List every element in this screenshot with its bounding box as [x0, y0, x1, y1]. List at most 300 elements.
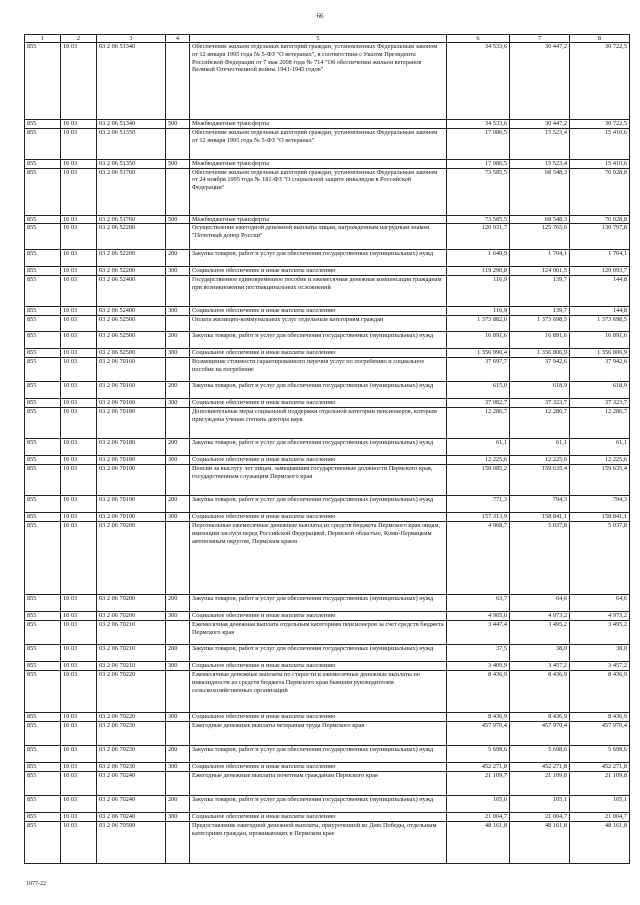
cell-ministry: 855 [25, 621, 61, 645]
cell-section: 10 03 [61, 465, 97, 496]
cell-amount-col6: 105,0 [447, 796, 510, 813]
cell-amount-col6: 37 697,7 [447, 358, 510, 382]
cell-section: 10 03 [61, 513, 97, 522]
cell-ministry: 855 [25, 224, 61, 250]
cell-section: 10 03 [61, 267, 97, 276]
cell-amount-col7: 48 161,8 [510, 822, 570, 864]
cell-ministry: 855 [25, 267, 61, 276]
cell-amount-col6: 5 698,6 [447, 746, 510, 763]
cell-amount-col7: 139,7 [510, 276, 570, 307]
cell-amount-col8: 15 410,6 [570, 159, 630, 168]
cell-amount-col8: 3 457,2 [570, 662, 630, 671]
cell-amount-col8: 64,6 [570, 595, 630, 612]
cell-amount-col8: 12 225,6 [570, 456, 630, 465]
cell-section: 10 03 [61, 522, 97, 595]
cell-amount-col6: 4 968,7 [447, 522, 510, 595]
cell-amount-col7: 4 973,2 [510, 612, 570, 621]
cell-section: 10 03 [61, 382, 97, 399]
table-row [25, 522, 630, 595]
table-row [25, 612, 630, 621]
cell-amount-col6: 3 447,4 [447, 621, 510, 645]
cell-expense-type: 200 [166, 746, 190, 763]
cell-ministry: 855 [25, 43, 61, 120]
cell-section: 10 03 [61, 307, 97, 316]
cell-description: Закупка товаров, работ и услуг для обеспечения государственных (муниципальных) нужд [190, 796, 447, 813]
cell-target-article: 03 2 06 52400 [97, 276, 166, 307]
column-header: 1 [25, 35, 61, 43]
cell-amount-col6: 37,5 [447, 645, 510, 662]
cell-amount-col8: 5 037,8 [570, 522, 630, 595]
cell-target-article: 03 2 06 52200 [97, 224, 166, 250]
cell-expense-type: 200 [166, 250, 190, 267]
cell-section: 10 03 [61, 215, 97, 224]
cell-expense-type [166, 408, 190, 439]
cell-expense-type: 300 [166, 763, 190, 772]
cell-amount-col6: 16 891,6 [447, 332, 510, 349]
cell-amount-col8: 37 942,6 [570, 358, 630, 382]
cell-amount-col8: 105,1 [570, 796, 630, 813]
cell-ministry: 855 [25, 722, 61, 746]
cell-expense-type [166, 772, 190, 796]
cell-expense-type [166, 822, 190, 864]
cell-section: 10 03 [61, 496, 97, 513]
cell-expense-type [166, 358, 190, 382]
cell-amount-col6: 771,3 [447, 496, 510, 513]
cell-ministry: 855 [25, 215, 61, 224]
cell-amount-col7: 8 436,9 [510, 671, 570, 713]
cell-section: 10 03 [61, 120, 97, 129]
cell-expense-type: 300 [166, 349, 190, 358]
cell-section: 10 03 [61, 713, 97, 722]
cell-section: 10 03 [61, 276, 97, 307]
table-row [25, 408, 630, 439]
cell-amount-col6: 1 356 990,4 [447, 349, 510, 358]
cell-ministry: 855 [25, 439, 61, 456]
table-row [25, 722, 630, 746]
cell-section: 10 03 [61, 772, 97, 796]
cell-description: Закупка товаров, работ и услуг для обеспечения государственных (муниципальных) нужд [190, 746, 447, 763]
cell-target-article: 03 2 06 70590 [97, 822, 166, 864]
cell-ministry: 855 [25, 713, 61, 722]
cell-description: Оплата жилищно-коммунальных услуг отдельным категориям граждан [190, 316, 447, 332]
cell-ministry: 855 [25, 159, 61, 168]
cell-target-article: 03 2 06 51340 [97, 120, 166, 129]
cell-amount-col8: 5 698,6 [570, 746, 630, 763]
cell-target-article: 03 2 06 70210 [97, 645, 166, 662]
cell-description: Возмещение стоимости гарантированного перечня услуг по погребению и социальное пособие на погребение [190, 358, 447, 382]
cell-amount-col7: 139,7 [510, 307, 570, 316]
cell-description: Пенсии за выслугу лет лицам, замещавшим государственные должности Пермского края, государственным служащим Пермского края [190, 465, 447, 496]
cell-amount-col8: 30 722,5 [570, 43, 630, 120]
table-row [25, 267, 630, 276]
cell-amount-col7: 68 548,3 [510, 168, 570, 215]
cell-amount-col8: 38,0 [570, 645, 630, 662]
cell-description: Социальное обеспечение и иные выплаты населению [190, 349, 447, 358]
cell-target-article: 03 2 06 70220 [97, 671, 166, 713]
cell-target-article: 03 2 06 52200 [97, 250, 166, 267]
column-header: 2 [61, 35, 97, 43]
table-row [25, 513, 630, 522]
cell-section: 10 03 [61, 612, 97, 621]
cell-description: Межбюджетные трансферты [190, 159, 447, 168]
cell-description: Закупка товаров, работ и услуг для обеспечения государственных (муниципальных) нужд [190, 496, 447, 513]
cell-expense-type: 300 [166, 456, 190, 465]
cell-description: Социальное обеспечение и иные выплаты населению [190, 763, 447, 772]
cell-ministry: 855 [25, 612, 61, 621]
cell-amount-col6: 17 086,5 [447, 159, 510, 168]
cell-target-article: 03 2 06 70210 [97, 621, 166, 645]
cell-amount-col8: 1 704,1 [570, 250, 630, 267]
cell-section: 10 03 [61, 128, 97, 159]
cell-target-article: 03 2 06 70230 [97, 722, 166, 746]
cell-expense-type [166, 671, 190, 713]
cell-amount-col7: 794,3 [510, 496, 570, 513]
cell-amount-col6: 116,9 [447, 307, 510, 316]
cell-amount-col8: 16 891,6 [570, 332, 630, 349]
cell-section: 10 03 [61, 763, 97, 772]
cell-ministry: 855 [25, 399, 61, 408]
cell-amount-col6: 4 905,0 [447, 612, 510, 621]
cell-ministry: 855 [25, 250, 61, 267]
cell-expense-type: 500 [166, 159, 190, 168]
cell-description: Персональные ежемесячные денежные выплаты из средств бюджета Пермского края лицам, имеющим заслуги перед Российской Федерацией, Пермской областью, Коми-Пермяцким автономным округом, Пермским краем [190, 522, 447, 595]
cell-description: Ежемесячная денежная выплата отдельным категориям пенсионеров за счет средств бюджета Пермского края [190, 621, 447, 645]
table-row [25, 307, 630, 316]
cell-amount-col8: 21 004,7 [570, 813, 630, 822]
cell-target-article: 03 2 06 70200 [97, 595, 166, 612]
cell-amount-col7: 37 323,7 [510, 399, 570, 408]
cell-amount-col8: 129 093,7 [570, 267, 630, 276]
cell-expense-type: 200 [166, 439, 190, 456]
cell-amount-col6: 1 373 882,0 [447, 316, 510, 332]
cell-amount-col7: 105,1 [510, 796, 570, 813]
cell-amount-col8: 48 161,8 [570, 822, 630, 864]
cell-amount-col7: 618,9 [510, 382, 570, 399]
cell-ministry: 855 [25, 465, 61, 496]
cell-target-article: 03 2 06 70230 [97, 763, 166, 772]
cell-amount-col8: 30 722,5 [570, 120, 630, 129]
cell-description: Социальное обеспечение и иные выплаты населению [190, 513, 447, 522]
cell-expense-type [166, 316, 190, 332]
cell-section: 10 03 [61, 746, 97, 763]
cell-expense-type [166, 43, 190, 120]
cell-expense-type: 300 [166, 267, 190, 276]
cell-target-article: 03 2 06 51760 [97, 215, 166, 224]
cell-expense-type: 200 [166, 595, 190, 612]
cell-expense-type: 200 [166, 796, 190, 813]
cell-expense-type: 300 [166, 813, 190, 822]
cell-description: Обеспечение жильем отдельных категорий граждан, установленных Федеральным законом от 24 ноября 1995 года № 181-ФЗ "О социальной защите инвалидов в Российской Федерации" [190, 168, 447, 215]
cell-amount-col6: 157 313,9 [447, 513, 510, 522]
cell-amount-col6: 48 161,8 [447, 822, 510, 864]
cell-amount-col7: 16 891,6 [510, 332, 570, 349]
cell-description: Закупка товаров, работ и услуг для обеспечения государственных (муниципальных) нужд [190, 332, 447, 349]
cell-description: Закупка товаров, работ и услуг для обеспечения государственных (муниципальных) нужд [190, 250, 447, 267]
cell-description: Социальное обеспечение и иные выплаты населению [190, 813, 447, 822]
cell-ministry: 855 [25, 671, 61, 713]
cell-ministry: 855 [25, 772, 61, 796]
cell-description: Государственное единовременное пособие и ежемесячная денежная компенсация гражданам при возникновении поствакцинальных осложнений [190, 276, 447, 307]
cell-target-article: 03 2 06 51350 [97, 128, 166, 159]
table-row [25, 763, 630, 772]
cell-ministry: 855 [25, 307, 61, 316]
cell-amount-col7: 15 523,4 [510, 128, 570, 159]
cell-amount-col7: 1 356 806,9 [510, 349, 570, 358]
cell-amount-col6: 21 109,7 [447, 772, 510, 796]
cell-ministry: 855 [25, 456, 61, 465]
table-row [25, 465, 630, 496]
cell-description: Социальное обеспечение и иные выплаты населению [190, 267, 447, 276]
cell-description: Дополнительные меры социальной поддержки отдельной категории пенсионеров, которым присуждена ученая степень доктора наук [190, 408, 447, 439]
cell-amount-col8: 144,8 [570, 307, 630, 316]
cell-amount-col6: 73 585,5 [447, 215, 510, 224]
cell-amount-col6: 34 533,6 [447, 120, 510, 129]
cell-amount-col6: 12 225,6 [447, 456, 510, 465]
cell-amount-col8: 4 973,2 [570, 612, 630, 621]
cell-ministry: 855 [25, 496, 61, 513]
cell-description: Социальное обеспечение и иные выплаты населению [190, 612, 447, 621]
cell-description: Социальное обеспечение и иные выплаты населению [190, 713, 447, 722]
cell-amount-col7: 12 286,7 [510, 408, 570, 439]
cell-amount-col8: 12 286,7 [570, 408, 630, 439]
cell-expense-type [166, 276, 190, 307]
table-row [25, 358, 630, 382]
cell-amount-col8: 8 436,9 [570, 671, 630, 713]
cell-expense-type [166, 128, 190, 159]
cell-amount-col6: 8 436,9 [447, 713, 510, 722]
cell-target-article: 03 2 06 51350 [97, 159, 166, 168]
cell-amount-col6: 73 585,5 [447, 168, 510, 215]
cell-amount-col7: 37 942,6 [510, 358, 570, 382]
cell-ministry: 855 [25, 408, 61, 439]
table-row [25, 439, 630, 456]
cell-target-article: 03 2 06 70180 [97, 408, 166, 439]
cell-section: 10 03 [61, 621, 97, 645]
cell-target-article: 03 2 06 70190 [97, 465, 166, 496]
column-header: 5 [190, 35, 447, 43]
cell-target-article: 03 2 06 70160 [97, 399, 166, 408]
table-row [25, 215, 630, 224]
cell-section: 10 03 [61, 349, 97, 358]
cell-amount-col6: 34 533,6 [447, 43, 510, 120]
cell-amount-col6: 17 086,5 [447, 128, 510, 159]
cell-section: 10 03 [61, 332, 97, 349]
cell-amount-col6: 615,0 [447, 382, 510, 399]
cell-amount-col7: 3 495,2 [510, 621, 570, 645]
cell-amount-col6: 116,9 [447, 276, 510, 307]
cell-section: 10 03 [61, 316, 97, 332]
cell-amount-col7: 61,1 [510, 439, 570, 456]
budget-table [24, 34, 630, 864]
cell-target-article: 03 2 06 70180 [97, 439, 166, 456]
cell-amount-col7: 12 225,6 [510, 456, 570, 465]
cell-expense-type: 300 [166, 399, 190, 408]
cell-expense-type: 300 [166, 713, 190, 722]
cell-amount-col8: 794,3 [570, 496, 630, 513]
cell-section: 10 03 [61, 722, 97, 746]
cell-amount-col7: 21 004,7 [510, 813, 570, 822]
cell-ministry: 855 [25, 358, 61, 382]
cell-ministry: 855 [25, 382, 61, 399]
cell-target-article: 03 2 06 52500 [97, 349, 166, 358]
cell-target-article: 03 2 06 70240 [97, 772, 166, 796]
cell-description: Ежегодные денежные выплаты ветеранам труда Пермского края [190, 722, 447, 746]
table-row [25, 43, 630, 120]
cell-target-article: 03 2 06 70200 [97, 612, 166, 621]
cell-description: Осуществление ежегодной денежной выплаты лицам, награжденным нагрудным знаком "Почетный донор России" [190, 224, 447, 250]
cell-amount-col6: 452 271,8 [447, 763, 510, 772]
cell-target-article: 03 2 06 52500 [97, 332, 166, 349]
cell-description: Предоставление ежегодной денежной выплаты, приуроченной ко Дню Победы, отдельным категориям граждан, проживающих в Пермском крае [190, 822, 447, 864]
cell-amount-col8: 457 970,4 [570, 722, 630, 746]
cell-amount-col6: 457 970,4 [447, 722, 510, 746]
cell-expense-type: 500 [166, 120, 190, 129]
table-row [25, 822, 630, 864]
table-row [25, 796, 630, 813]
cell-description: Межбюджетные трансферты [190, 215, 447, 224]
cell-expense-type: 200 [166, 382, 190, 399]
cell-ministry: 855 [25, 763, 61, 772]
cell-amount-col7: 3 457,2 [510, 662, 570, 671]
cell-amount-col6: 12 286,7 [447, 408, 510, 439]
cell-amount-col7: 5 037,8 [510, 522, 570, 595]
cell-amount-col7: 68 548,3 [510, 215, 570, 224]
cell-target-article: 03 2 06 52200 [97, 267, 166, 276]
cell-target-article: 03 2 06 70220 [97, 713, 166, 722]
cell-amount-col6: 8 436,9 [447, 671, 510, 713]
table-row [25, 276, 630, 307]
cell-target-article: 03 2 06 70190 [97, 513, 166, 522]
table-row [25, 645, 630, 662]
column-header: 3 [97, 35, 166, 43]
cell-ministry: 855 [25, 662, 61, 671]
cell-amount-col8: 158 841,1 [570, 513, 630, 522]
cell-expense-type: 200 [166, 496, 190, 513]
cell-ministry: 855 [25, 746, 61, 763]
cell-section: 10 03 [61, 671, 97, 713]
table-row [25, 332, 630, 349]
cell-amount-col6: 1 640,9 [447, 250, 510, 267]
cell-target-article: 03 2 06 70230 [97, 746, 166, 763]
cell-amount-col8: 452 271,8 [570, 763, 630, 772]
table-row [25, 671, 630, 713]
cell-amount-col7: 38,0 [510, 645, 570, 662]
cell-amount-col7: 5 698,6 [510, 746, 570, 763]
cell-amount-col7: 64,6 [510, 595, 570, 612]
cell-amount-col7: 452 271,8 [510, 763, 570, 772]
column-header: 8 [570, 35, 630, 43]
cell-ministry: 855 [25, 120, 61, 129]
cell-description: Закупка товаров, работ и услуг для обеспечения государственных (муниципальных) нужд [190, 595, 447, 612]
cell-description: Ежегодные денежные выплаты почетным гражданам Пермского края [190, 772, 447, 796]
cell-amount-col7: 15 523,4 [510, 159, 570, 168]
cell-section: 10 03 [61, 595, 97, 612]
cell-amount-col6: 37 082,7 [447, 399, 510, 408]
cell-section: 10 03 [61, 159, 97, 168]
cell-amount-col8: 130 797,8 [570, 224, 630, 250]
cell-amount-col8: 21 109,8 [570, 772, 630, 796]
table-row [25, 713, 630, 722]
table-row [25, 496, 630, 513]
table-row [25, 595, 630, 612]
cell-expense-type [166, 621, 190, 645]
cell-target-article: 03 2 06 70190 [97, 496, 166, 513]
cell-description: Социальное обеспечение и иные выплаты населению [190, 307, 447, 316]
cell-amount-col7: 1 704,1 [510, 250, 570, 267]
cell-description: Обеспечение жильем отдельных категорий граждан, установленных Федеральным законом от 12 января 1995 года № 5-ФЗ "О ветеранах" [190, 128, 447, 159]
cell-section: 10 03 [61, 168, 97, 215]
table-header-row [25, 35, 630, 43]
cell-section: 10 03 [61, 662, 97, 671]
cell-description: Социальное обеспечение и иные выплаты населению [190, 399, 447, 408]
cell-ministry: 855 [25, 332, 61, 349]
cell-amount-col6: 21 004,7 [447, 813, 510, 822]
cell-amount-col8: 37 323,7 [570, 399, 630, 408]
cell-amount-col7: 124 061,5 [510, 267, 570, 276]
cell-target-article: 03 2 06 70240 [97, 813, 166, 822]
table-row [25, 813, 630, 822]
table-row [25, 382, 630, 399]
table-row [25, 399, 630, 408]
cell-target-article: 03 2 06 70180 [97, 456, 166, 465]
cell-expense-type: 300 [166, 612, 190, 621]
cell-amount-col8: 15 410,6 [570, 128, 630, 159]
cell-section: 10 03 [61, 813, 97, 822]
cell-ministry: 855 [25, 168, 61, 215]
cell-target-article: 03 2 06 70160 [97, 382, 166, 399]
cell-expense-type: 200 [166, 332, 190, 349]
cell-amount-col8: 76 028,8 [570, 168, 630, 215]
cell-amount-col8: 3 495,2 [570, 621, 630, 645]
cell-ministry: 855 [25, 796, 61, 813]
cell-description: Закупка товаров, работ и услуг для обеспечения государственных (муниципальных) нужд [190, 439, 447, 456]
cell-amount-col7: 457 970,4 [510, 722, 570, 746]
cell-expense-type [166, 168, 190, 215]
cell-amount-col7: 159 635,4 [510, 465, 570, 496]
cell-target-article: 03 2 06 70240 [97, 796, 166, 813]
cell-amount-col6: 63,7 [447, 595, 510, 612]
column-header: 4 [166, 35, 190, 43]
cell-section: 10 03 [61, 796, 97, 813]
cell-section: 10 03 [61, 822, 97, 864]
cell-amount-col6: 119 290,8 [447, 267, 510, 276]
cell-expense-type [166, 522, 190, 595]
cell-description: Закупка товаров, работ и услуг для обеспечения государственных (муниципальных) нужд [190, 382, 447, 399]
cell-amount-col7: 158 841,1 [510, 513, 570, 522]
cell-section: 10 03 [61, 408, 97, 439]
cell-ministry: 855 [25, 595, 61, 612]
cell-target-article: 03 2 06 70160 [97, 358, 166, 382]
cell-ministry: 855 [25, 513, 61, 522]
cell-description: Социальное обеспечение и иные выплаты населению [190, 662, 447, 671]
cell-section: 10 03 [61, 358, 97, 382]
table-row [25, 250, 630, 267]
cell-section: 10 03 [61, 399, 97, 408]
cell-expense-type [166, 722, 190, 746]
cell-ministry: 855 [25, 645, 61, 662]
cell-ministry: 855 [25, 128, 61, 159]
page-number: 66 [316, 12, 324, 20]
cell-amount-col7: 8 436,9 [510, 713, 570, 722]
table-row [25, 128, 630, 159]
cell-description: Закупка товаров, работ и услуг для обеспечения государственных (муниципальных) нужд [190, 645, 447, 662]
cell-ministry: 855 [25, 316, 61, 332]
cell-amount-col6: 3 409,9 [447, 662, 510, 671]
cell-amount-col8: 76 028,8 [570, 215, 630, 224]
cell-target-article: 03 2 06 51340 [97, 43, 166, 120]
cell-section: 10 03 [61, 224, 97, 250]
cell-ministry: 855 [25, 813, 61, 822]
